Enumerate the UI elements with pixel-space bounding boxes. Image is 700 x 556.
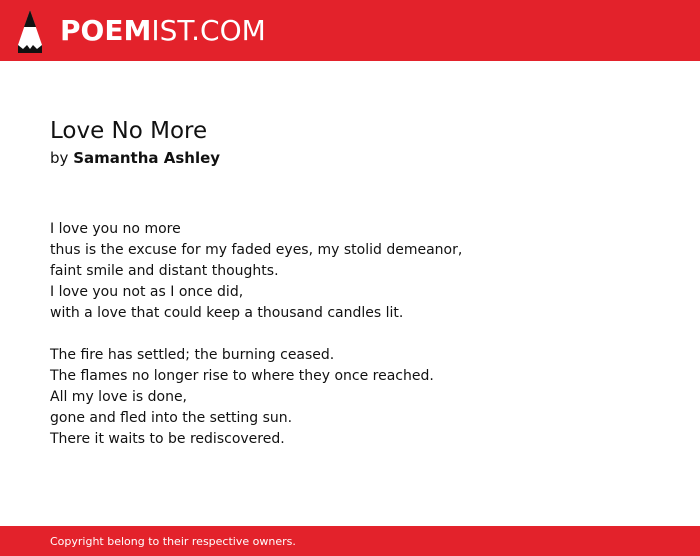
poem-content [50,116,650,471]
author-name: Samantha Ashley [73,149,221,167]
site-footer [0,526,700,556]
copyright-text: Copyright belong to their respective owners. [50,535,296,548]
poem-line: thus is the excuse for my faded eyes, my stolid demeanor, [50,242,463,258]
stanza [50,219,650,324]
stanza [50,345,650,450]
poem-line: faint smile and distant thoughts. [50,263,279,279]
poem-line: I love you not as I once did, [50,284,244,300]
site-logo-text [60,14,266,47]
poem-line: I love you no more [50,221,181,237]
site-logo-link[interactable] [16,8,266,54]
poem-byline [50,147,650,169]
poem-line: gone and fled into the setting sun. [50,410,293,426]
site-header [0,0,700,61]
poem-body [50,219,650,450]
poem-line: There it waits to be rediscovered. [50,431,285,447]
poem-title: Love No More [50,118,208,144]
logo-text-bold: POEM [60,14,152,47]
logo-text-light: IST.COM [151,14,266,47]
poem-line: The flames no longer rise to where they once reached. [50,368,434,384]
byline-prefix: by [50,149,69,167]
pencil-tip-icon [16,9,44,53]
poem-line: with a love that could keep a thousand candles lit. [50,305,404,321]
poem-line: All my love is done, [50,389,188,405]
poem-line: The fire has settled; the burning ceased. [50,347,335,363]
